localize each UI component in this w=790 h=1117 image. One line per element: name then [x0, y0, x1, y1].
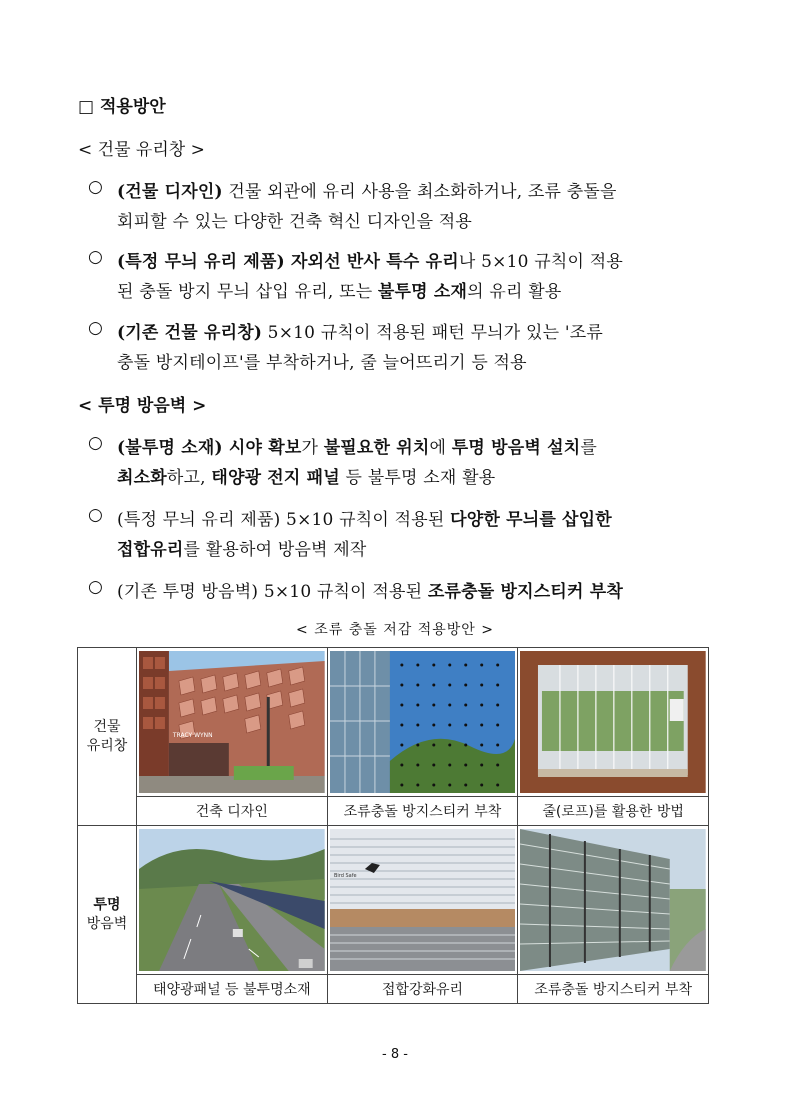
row-label-building: 건물 유리창	[78, 648, 137, 826]
barrier-item-3-line1: (기존 투명 방음벽) 5×10 규칙이 적용된 조류충돌 방지스티커 부착	[117, 582, 623, 602]
svg-text:TRACY WYNN: TRACY WYNN	[172, 731, 213, 740]
figure-table	[77, 647, 709, 1004]
caption-sticker: 조류충돌 방지스티커 부착	[327, 797, 518, 826]
building-item-2-line1: (특정 무늬 유리 제품) 자외선 반사 특수 유리나 5×10 규칙이 적용	[117, 252, 623, 272]
caption-barrier-sticker: 조류충돌 방지스티커 부착	[518, 975, 709, 1004]
building-item-1-line2: 회피할 수 있는 다양한 건축 혁신 디자인을 적용	[117, 212, 473, 232]
bullet-icon: ○	[88, 577, 103, 597]
sticker-barrier-image	[520, 829, 706, 971]
barrier-item-1-line1: (불투명 소재) 시야 확보가 불필요한 위치에 투명 방음벽 설치를	[117, 438, 597, 458]
building-heading: < 건물 유리창 >	[78, 140, 205, 160]
photo-laminated-glass	[327, 826, 518, 975]
building-item-3-line2: 충돌 방지테이프'를 부착하거나, 줄 늘어뜨리기 등 적용	[117, 353, 527, 373]
barrier-item-1-line2: 최소화하고, 태양광 전지 패널 등 불투명 소재 활용	[117, 468, 496, 488]
bullet-icon: ○	[88, 318, 103, 338]
bullet-icon: ○	[88, 433, 103, 453]
caption-laminated: 접합강화유리	[327, 975, 518, 1004]
svg-text:Bird Safe: Bird Safe	[333, 872, 357, 880]
photo-rope-window	[518, 648, 709, 797]
row-label-barrier: 투명 방음벽	[78, 826, 137, 1004]
photo-sticker-glass	[327, 648, 518, 797]
barrier-item-2-line1: (특정 무늬 유리 제품) 5×10 규칙이 적용된 다양한 무늬를 삽입한	[117, 510, 612, 530]
photo-solar-highway	[137, 826, 328, 975]
building-item-3-line1: (기존 건물 유리창) 5×10 규칙이 적용된 패턴 무늬가 있는 '조류	[117, 323, 603, 343]
caption-solar: 태양광패널 등 불투명소재	[137, 975, 328, 1004]
barrier-item-2-line2: 접합유리를 활용하여 방음벽 제작	[117, 540, 367, 560]
building-item-1-line1: (건물 디자인) 건물 외관에 유리 사용을 최소화하거나, 조류 충돌을	[117, 182, 617, 202]
sticker-glass-image	[330, 651, 516, 793]
solar-highway-image	[139, 829, 325, 971]
page-number: - 8 -	[382, 1047, 408, 1062]
barrier-heading: < 투명 방음벽 >	[78, 396, 207, 416]
photo-sticker-barrier	[518, 826, 709, 975]
caption-rope: 줄(로프)를 활용한 방법	[518, 797, 709, 826]
bullet-icon: ○	[88, 247, 103, 267]
caption-architecture: 건축 디자인	[137, 797, 328, 826]
bullet-icon: ○	[88, 505, 103, 525]
figure-caption: < 조류 충돌 저감 적용방안 >	[296, 622, 494, 638]
building-item-2-line2: 된 충돌 방지 무늬 삽입 유리, 또는 불투명 소재의 유리 활용	[117, 282, 562, 302]
bullet-icon: ○	[88, 177, 103, 197]
building-design-image	[139, 651, 325, 793]
laminated-glass-image	[330, 829, 516, 971]
section-title: □ 적용방안	[78, 97, 166, 117]
rope-window-image	[520, 651, 706, 793]
photo-architecture	[137, 648, 328, 797]
